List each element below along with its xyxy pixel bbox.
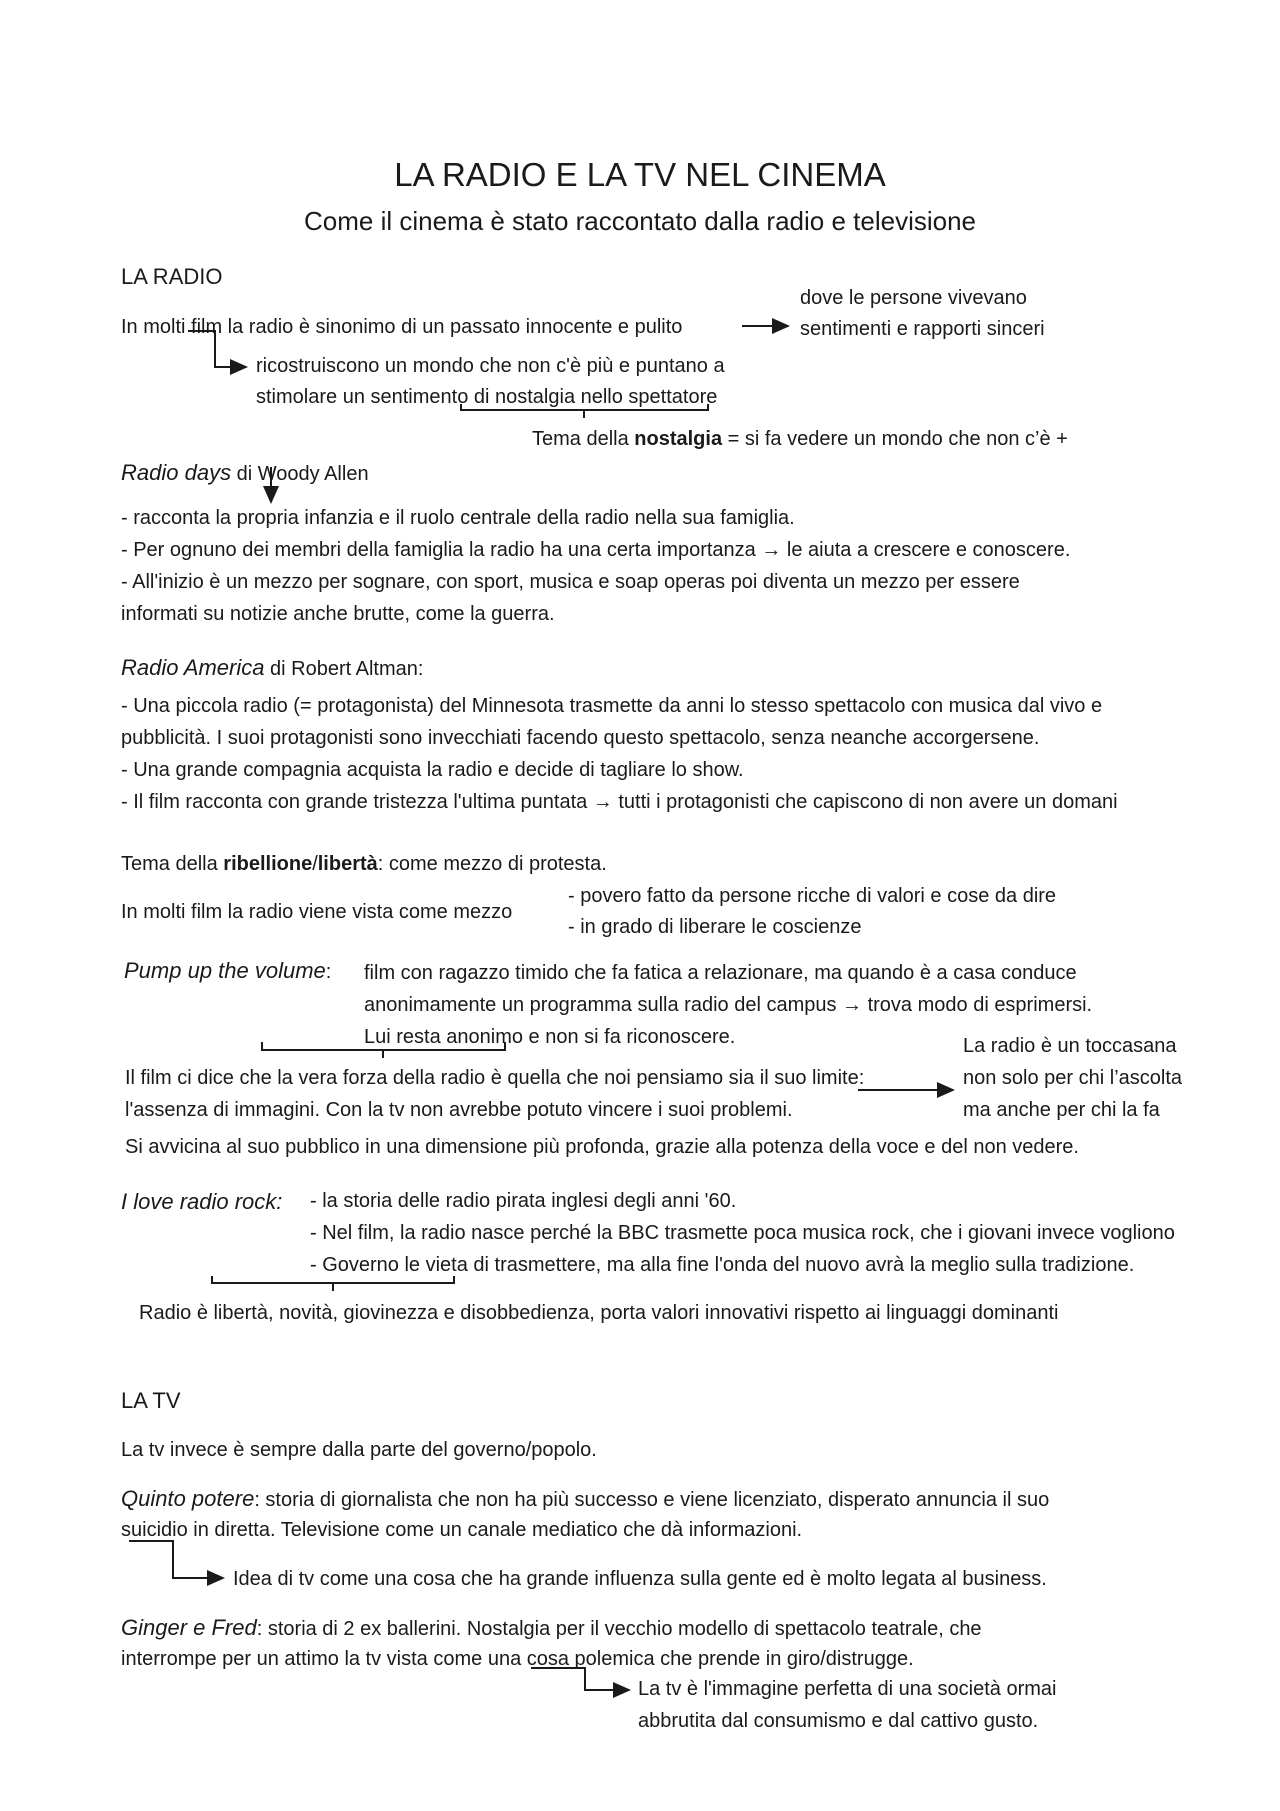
radio-heading: LA RADIO bbox=[121, 264, 223, 289]
forza-text: Il film ci dice che la vera forza della radio è quella che noi pensiamo sia il suo limite: l'assenza di immagini. Con la tv non avrebbe potuto vincere i suoi problemi. bbox=[125, 1067, 865, 1121]
quinto-heading: Quinto potere: storia di giornalista che non ha più successo e viene licenziato, disperato annuncia il suo bbox=[121, 1486, 1050, 1511]
page-subtitle: Come il cinema è stato raccontato dalla radio e televisione bbox=[303, 206, 977, 236]
ginger-heading: Ginger e Fred: storia di 2 ex ballerini. Nostalgia per il vecchio modello di spettacolo teatrale, che bbox=[121, 1615, 982, 1640]
ginger-line2: interrompe per un attimo la tv vista come una cosa polemica che prende in giro/distrugge. bbox=[121, 1648, 914, 1670]
reconstruct-1: ricostruiscono un mondo che non c'è più e puntano a bbox=[256, 355, 725, 377]
radio-days-heading: Radio days di Woody Allen bbox=[121, 460, 369, 485]
love-rock-heading: I love radio rock: bbox=[121, 1189, 283, 1214]
mezzo-item-2: - in grado di liberare le coscienze bbox=[568, 916, 862, 938]
mezzo-intro: In molti film la radio viene vista come mezzo bbox=[121, 901, 513, 923]
love-rock-text: - la storia delle radio pirata inglesi degli anni '60. - Nel film, la radio nasce perché la BBC trasmette poca musica rock, che i giovani invece vogliono - Governo le vieta di trasmettere, ma alla fine l'onda del nuovo avrà la meglio sulla tradizione. bbox=[310, 1190, 1175, 1276]
avvicina-text: Si avvicina al suo pubblico in una dimensione più profonda, grazie alla potenza della voce e del non vedere. bbox=[125, 1136, 1079, 1158]
toccasana-note: La radio è un toccasana non solo per chi l’ascolta ma anche per chi la fa bbox=[963, 1035, 1183, 1121]
side-note-2: sentimenti e rapporti sinceri bbox=[800, 318, 1045, 340]
pump-text: film con ragazzo timido che fa fatica a relazionare, ma quando è a casa conduce anonimamente un programma sulla radio del campus → trova modo di esprimersi. Lui resta anonimo e non si fa riconoscere. bbox=[364, 962, 1093, 1048]
quinto-note: Idea di tv come una cosa che ha grande influenza sulla gente ed è molto legata al business. bbox=[233, 1568, 1047, 1590]
mezzo-item-1: - povero fatto da persone ricche di valori e cose da dire bbox=[568, 885, 1057, 907]
radio-america-text: - Una piccola radio (= protagonista) del Minnesota trasmette da anni lo stesso spettacolo con musica dal vivo e pubblicità. I suoi protagonisti sono invecchiati facendo questo spettacolo, senza neanche accorgersene. - Una grande compagnia acquista la radio e decide di tagliare lo show. - Il film racconta con grande tristezza l'ultima puntata → tutti i protagonisti che capiscono di non avere un domani bbox=[121, 695, 1118, 813]
love-rock-summary: Radio è libertà, novità, giovinezza e disobbedienza, porta valori innovativi rispetto ai linguaggi dominanti bbox=[139, 1302, 1059, 1324]
page-title: LA RADIO E LA TV NEL CINEMA bbox=[394, 156, 886, 193]
pump-heading: Pump up the volume: bbox=[124, 958, 332, 983]
tv-intro: La tv invece è sempre dalla parte del governo/popolo. bbox=[121, 1439, 597, 1461]
arrow-quinto bbox=[129, 1541, 223, 1578]
ginger-note: La tv è l'immagine perfetta di una società ormai abbrutita dal consumismo e dal cattivo gusto. bbox=[638, 1678, 1057, 1732]
side-note-1: dove le persone vivevano bbox=[800, 287, 1027, 309]
reconstruct-2: stimolare un sentimento di nostalgia nello spettatore bbox=[256, 386, 718, 408]
radio-days-text: - racconta la propria infanzia e il ruolo centrale della radio nella sua famiglia. - Per ognuno dei membri della famiglia la radio ha una certa importanza → le aiuta a crescere e conoscere. - All'inizio è un mezzo per sognare, con sport, musica e soap operas poi diventa un mezzo per essere informati su notizie anche brutte, come la guerra. bbox=[121, 507, 1071, 625]
tv-heading: LA TV bbox=[121, 1388, 181, 1413]
ribellione-theme: Tema della ribellione/libertà: come mezzo di protesta. bbox=[121, 853, 607, 875]
quinto-line2: suicidio in diretta. Televisione come un canale mediatico che dà informazioni. bbox=[121, 1519, 803, 1541]
radio-america-heading: Radio America di Robert Altman: bbox=[121, 655, 424, 680]
nostalgia-theme: Tema della nostalgia = si fa vedere un mondo che non c’è + bbox=[532, 428, 1068, 450]
radio-intro: In molti film la radio è sinonimo di un passato innocente e pulito bbox=[121, 316, 683, 338]
